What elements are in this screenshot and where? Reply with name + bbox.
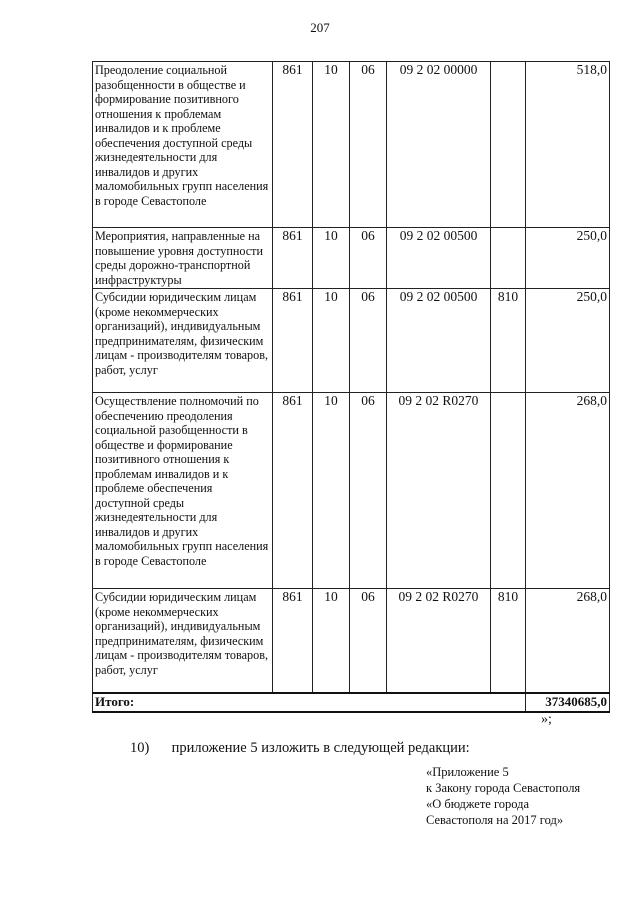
total-label: Итого: bbox=[93, 693, 526, 712]
table-row bbox=[93, 62, 610, 228]
target-article-code: 09 2 02 00500 bbox=[387, 228, 491, 289]
target-article-code: 09 2 02 R0270 bbox=[387, 393, 491, 589]
subsection-code: 06 bbox=[350, 289, 387, 393]
appendix-line-4: Севастополя на 2017 год» bbox=[426, 813, 564, 827]
ministry-code: 861 bbox=[273, 289, 313, 393]
section-code: 10 bbox=[313, 589, 350, 693]
section-code: 10 bbox=[313, 289, 350, 393]
appendix-header bbox=[426, 764, 580, 828]
section-code: 10 bbox=[313, 62, 350, 228]
page-number: 207 bbox=[310, 20, 330, 35]
expense-type-code: 810 bbox=[491, 589, 526, 693]
expense-type-code: 810 bbox=[491, 289, 526, 393]
section-code: 10 bbox=[313, 393, 350, 589]
total-row bbox=[93, 693, 610, 712]
row-description: Субсидии юридическим лицам (кроме некоммерческих организаций), индивидуальным предпринимателям, физическим лицам - производителям товаров, работ, услуг bbox=[93, 289, 273, 393]
amount-value: 268,0 bbox=[526, 393, 610, 589]
table-row bbox=[93, 393, 610, 589]
row-description: Осуществление полномочий по обеспечению преодоления социальной разобщенности в обществе и формирование позитивного отношения к проблемам инвалидов и к проблеме обеспечения доступной среды жизнедеятельности для инвалидов и других маломобильных групп населения в городе Севастополе bbox=[93, 393, 273, 589]
table-row bbox=[93, 289, 610, 393]
target-article-code: 09 2 02 R0270 bbox=[387, 589, 491, 693]
row-description: Мероприятия, направленные на повышение уровня доступности среды дорожно-транспортной инфраструктуры bbox=[93, 228, 273, 289]
expense-type-code bbox=[491, 228, 526, 289]
appendix-line-1: «Приложение 5 bbox=[426, 765, 509, 779]
table-row bbox=[93, 589, 610, 693]
total-amount: 37340685,0 bbox=[526, 693, 610, 712]
amount-value: 250,0 bbox=[526, 289, 610, 393]
subsection-code: 06 bbox=[350, 393, 387, 589]
appendix-line-3: «О бюджете города bbox=[426, 797, 530, 811]
subsection-code: 06 bbox=[350, 62, 387, 228]
ministry-code: 861 bbox=[273, 393, 313, 589]
closing-quote: »; bbox=[541, 712, 552, 727]
item-number: 10) bbox=[130, 740, 150, 756]
row-description: Преодоление социальной разобщенности в обществе и формирование позитивного отношения к проблемам инвалидов и к проблеме обеспечения доступной среды жизнедеятельности для инвалидов и других маломобильных групп населения в городе Севастополе bbox=[93, 62, 273, 228]
ministry-code: 861 bbox=[273, 228, 313, 289]
amount-value: 518,0 bbox=[526, 62, 610, 228]
row-description: Субсидии юридическим лицам (кроме некоммерческих организаций), индивидуальным предпринимателям, физическим лицам - производителям товаров, работ, услуг bbox=[93, 589, 273, 693]
ministry-code: 861 bbox=[273, 62, 313, 228]
expense-type-code bbox=[491, 393, 526, 589]
budget-table bbox=[92, 61, 610, 713]
item-text: приложение 5 изложить в следующей редакции: bbox=[171, 740, 470, 756]
section-code: 10 bbox=[313, 228, 350, 289]
target-article-code: 09 2 02 00500 bbox=[387, 289, 491, 393]
amendment-item bbox=[130, 740, 470, 757]
amount-value: 250,0 bbox=[526, 228, 610, 289]
appendix-line-2: к Закону города Севастополя bbox=[426, 781, 581, 795]
target-article-code: 09 2 02 00000 bbox=[387, 62, 491, 228]
amount-value: 268,0 bbox=[526, 589, 610, 693]
subsection-code: 06 bbox=[350, 589, 387, 693]
ministry-code: 861 bbox=[273, 589, 313, 693]
table-row bbox=[93, 228, 610, 289]
subsection-code: 06 bbox=[350, 228, 387, 289]
expense-type-code bbox=[491, 62, 526, 228]
